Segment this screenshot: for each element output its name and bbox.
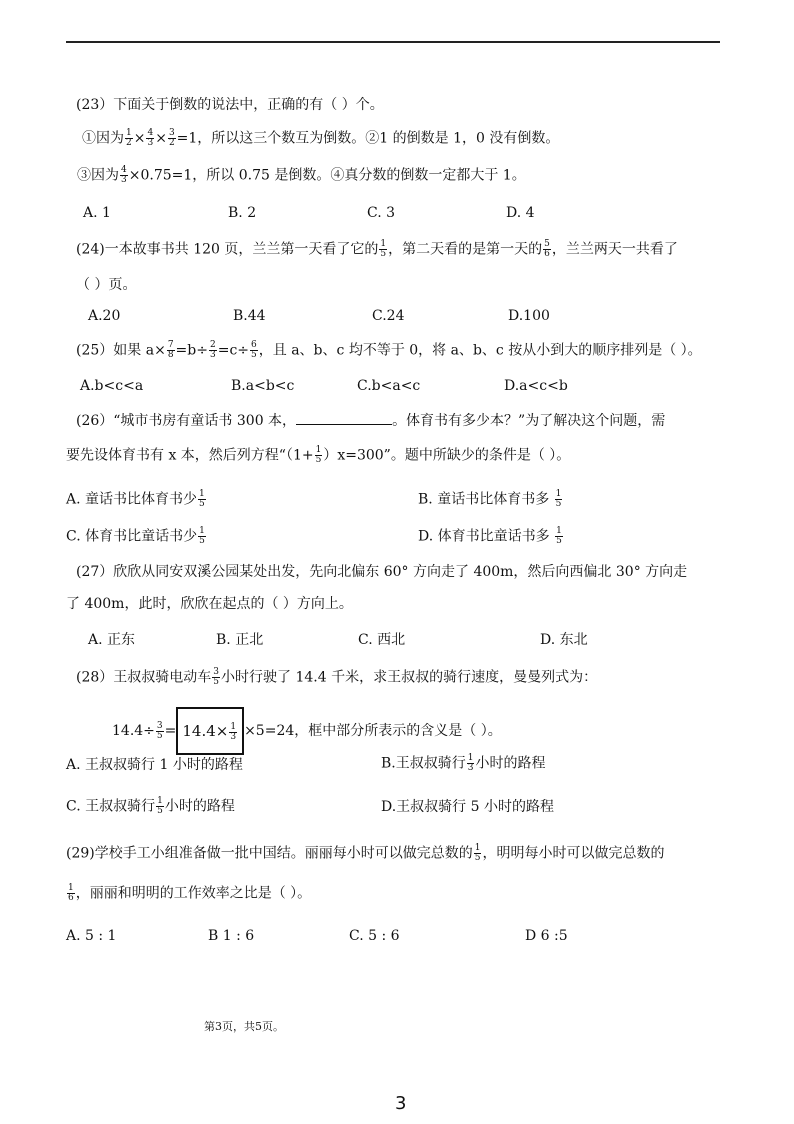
page-number: 3 xyxy=(395,1093,407,1114)
q23-statement-1: ①因为 $\frac{1}{2}$ × $\frac{4}{3}$ × $\frac{3}{2}$ =1，所以这三个数互为倒数。②1 的倒数是 1，0 没有倒数。 xyxy=(82,128,560,148)
page-footer: 第3页，共5页。 xyxy=(204,1020,284,1033)
q27-option-d: D. 东北 xyxy=(540,632,588,648)
highlighted-expression-box: 14.4× $\frac{1}{3}$ xyxy=(176,707,244,755)
q28-stem: (28）王叔叔骑电动车 $\frac{3}{5}$ 小时行驶了 14.4 千米，求王叔叔的骑行速度，曼曼列式为： xyxy=(76,667,598,687)
fraction: $\frac{5}{6}$ xyxy=(544,239,550,259)
q28-equation: 14.4÷ $\frac{3}{5}$ = 14.4× $\frac{1}{3}$ ×5=24，框中部分所表示的含义是（ ）。 xyxy=(112,707,502,755)
q23-stem: (23）下面关于倒数的说法中，正确的有（ ）个。 xyxy=(76,97,384,113)
q26-stem-line2: 要先设体育书有 x 本，然后列方程“（1+ $\frac{1}{5}$ ）x=300”。题中所缺少的条件是（ ）。 xyxy=(66,445,571,465)
q29-option-b: B 1 : 6 xyxy=(208,928,255,944)
fraction: $\frac{1}{5}$ xyxy=(556,526,562,546)
fraction: $\frac{7}{8}$ xyxy=(167,340,174,360)
fraction: $\frac{4}{3}$ xyxy=(121,165,127,185)
fraction: $\frac{1}{5}$ xyxy=(315,445,322,465)
answer-blank xyxy=(296,410,392,425)
q26-option-c: C. 体育书比童话书少 $\frac{1}{5}$ xyxy=(66,526,205,546)
q23-statement-3: ③因为 $\frac{4}{3}$ ×0.75=1，所以 0.75 是倒数。④真分数的倒数一定都大于 1。 xyxy=(77,165,526,185)
q27-option-c: C. 西北 xyxy=(358,632,406,648)
fraction: $\frac{1}{5}$ xyxy=(380,239,387,259)
q23-option-a: A. 1 xyxy=(83,205,111,221)
fraction: $\frac{6}{5}$ xyxy=(251,340,257,360)
q26-option-a: A. 童话书比体育书少 $\frac{1}{5}$ xyxy=(66,489,205,509)
q29-stem-line2: $\frac{1}{6}$ ，丽丽和明明的工作效率之比是（ ）。 xyxy=(68,883,312,903)
fraction: $\frac{3}{5}$ xyxy=(156,720,163,741)
q28-option-a: A. 王叔叔骑行 1 小时的路程 xyxy=(66,757,243,773)
q25-option-a: A.b<c<a xyxy=(80,378,144,394)
fraction: $\frac{4}{3}$ xyxy=(147,128,154,148)
q27-stem: (27）欣欣从同安双溪公园某处出发，先向北偏东 60° 方向走了 400m，然后向西偏北 30° 方向走 xyxy=(76,564,688,580)
q24-option-b: B.44 xyxy=(233,308,266,324)
fraction: $\frac{1}{3}$ xyxy=(467,753,474,773)
q28-option-d: D.王叔叔骑行 5 小时的路程 xyxy=(381,799,554,815)
q25-option-c: C.b<a<c xyxy=(357,378,421,394)
q26-option-b: B. 童话书比体育书多 $\frac{1}{5}$ xyxy=(418,489,562,509)
fraction: $\frac{2}{3}$ xyxy=(209,340,216,360)
fraction: $\frac{1}{5}$ xyxy=(199,526,205,546)
q28-option-b: B.王叔叔骑行 $\frac{1}{3}$ 小时的路程 xyxy=(381,753,546,773)
q29-stem: (29)学校手工小组准备做一批中国结。丽丽每小时可以做完总数的 $\frac{1}{5}$ ，明明每小时可以做完总数的 xyxy=(66,843,665,863)
q24-stem-line2: （ ）页。 xyxy=(76,277,137,293)
fraction: $\frac{3}{5}$ xyxy=(213,667,220,687)
fraction: $\frac{3}{2}$ xyxy=(168,128,175,148)
fraction: $\frac{1}{5}$ xyxy=(157,796,163,816)
q25-option-d: D.a<c<b xyxy=(504,378,568,394)
q25-stem: (25）如果 a× $\frac{7}{8}$ =b÷ $\frac{2}{3}$ =c÷ $\frac{6}{5}$ ，且 a、b、c 均不等于 0，将 a、b、c 按从小到大的顺序排列是（ ）。 xyxy=(76,340,702,360)
q27-option-a: A. 正东 xyxy=(88,632,136,648)
q24-option-a: A.20 xyxy=(88,308,121,324)
q27-option-b: B. 正北 xyxy=(216,632,264,648)
q29-option-d: D 6 :5 xyxy=(525,928,568,944)
q24-stem: (24)一本故事书共 120 页，兰兰第一天看了它的 $\frac{1}{5}$ ，第二天看的是第一天的 $\frac{5}{6}$ ，兰兰两天一共看了 xyxy=(76,239,678,259)
q26-option-d: D. 体育书比童话书多 $\frac{1}{5}$ xyxy=(418,526,562,546)
q23-option-c: C. 3 xyxy=(367,205,396,221)
q29-option-a: A. 5 : 1 xyxy=(66,928,117,944)
fraction: $\frac{1}{2}$ xyxy=(126,128,132,148)
fraction: $\frac{1}{6}$ xyxy=(68,883,74,903)
q28-option-c: C. 王叔叔骑行 $\frac{1}{5}$ 小时的路程 xyxy=(66,796,235,816)
fraction: $\frac{1}{5}$ xyxy=(199,489,205,509)
top-rule xyxy=(66,41,720,43)
fraction: $\frac{1}{5}$ xyxy=(474,843,481,863)
q23-option-b: B. 2 xyxy=(228,205,257,221)
q23-option-d: D. 4 xyxy=(506,205,535,221)
q24-option-d: D.100 xyxy=(508,308,550,324)
q24-option-c: C.24 xyxy=(372,308,405,324)
fraction: $\frac{1}{3}$ xyxy=(230,721,237,742)
fraction: $\frac{1}{5}$ xyxy=(555,489,562,509)
q29-option-c: C. 5 : 6 xyxy=(349,928,400,944)
q27-stem-line2: 了 400m，此时，欣欣在起点的（ ）方向上。 xyxy=(66,596,353,612)
q26-stem: (26）“城市书房有童话书 300 本， 。体育书有多少本？”为了解决这个问题，需 xyxy=(76,410,665,430)
q25-option-b: B.a<b<c xyxy=(231,378,295,394)
